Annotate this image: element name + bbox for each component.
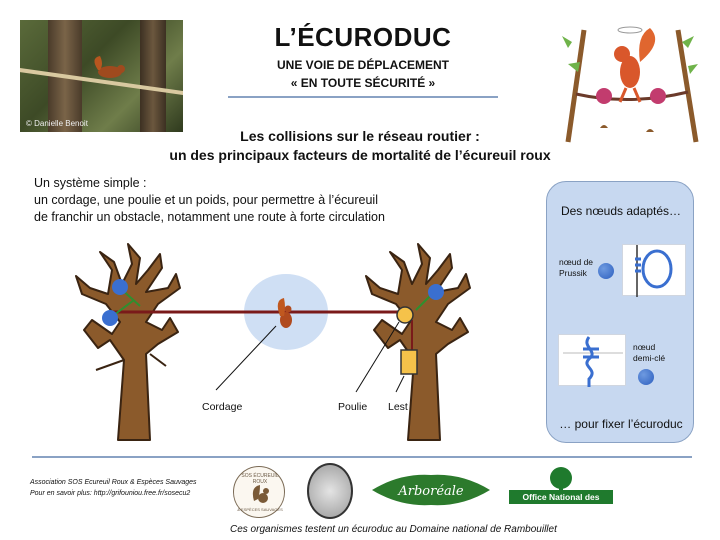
onf-logo [509, 466, 613, 516]
prussik-knot-icon [623, 245, 687, 297]
prussik-knot-image [622, 244, 686, 296]
arboreale-logo-text: Arboréale [398, 484, 464, 499]
photo-tree-trunk-2 [140, 20, 166, 132]
rope-label: Cordage [202, 401, 243, 413]
footer-caption: Ces organismes testent un écuroduc au Domaine national de Rambouillet [230, 524, 557, 535]
association-link[interactable]: Pour en savoir plus: http://grifouniou.free.fr/sosecu2 [30, 490, 191, 497]
prussik-label-line-1: nœud de [559, 257, 594, 267]
oak-tree-icon [543, 466, 579, 492]
page-title: L’ÉCURODUC [274, 22, 452, 52]
pulley-icon [397, 307, 413, 323]
prussik-knot-dot [598, 263, 614, 279]
ecuroduc-diagram [0, 230, 540, 450]
half-hitch-knot-icon [559, 335, 627, 387]
intro-line-3: de franchir un obstacle, notamment une route à forte circulation [34, 210, 385, 224]
prussik-label-line-2: Prussik [559, 268, 587, 278]
half-hitch-knot-label [633, 342, 665, 364]
photo-squirrel-icon [90, 54, 130, 84]
arboreale-logo [370, 473, 492, 507]
left-upper-knot-node [112, 279, 128, 295]
intro-line-2: un cordage, une poulie et un poids, pour permettre à l’écureuil [34, 193, 378, 207]
institution-seal-logo [307, 463, 353, 519]
sos-logo-bottom-text: & ESPÈCES SAUVAGES [237, 507, 283, 512]
headline-line-1: Les collisions sur le réseau routier : [240, 128, 480, 144]
weight-icon [401, 350, 417, 374]
weight-label: Lest [388, 401, 408, 413]
squirrel-photo [20, 20, 183, 132]
subtitle-line-2: « EN TOUTE SÉCURITÉ » [290, 76, 436, 90]
intro-line-1: Un système simple : [34, 176, 147, 190]
knots-panel-title: Des nœuds adaptés… [560, 204, 682, 218]
headline-line-2: un des principaux facteurs de mortalité de l’écureuil roux [169, 147, 551, 163]
weight-pointer [396, 376, 404, 392]
half-hitch-knot-dot [638, 369, 654, 385]
subtitle-line-1: UNE VOIE DE DÉPLACEMENT [276, 58, 450, 72]
half-hitch-label-line-2: demi-clé [633, 353, 666, 363]
knots-panel-footer: … pour fixer l’écuroduc [559, 417, 683, 431]
footer-divider [32, 456, 692, 458]
left-tree [76, 244, 180, 440]
prussik-knot-label [559, 257, 593, 279]
right-tree [366, 244, 470, 440]
right-knot-node [428, 284, 444, 300]
photo-credit: © Danielle Benoit [26, 119, 88, 128]
sos-ecureuil-logo [233, 466, 285, 518]
onf-logo-text: Office National des Forêts [509, 490, 613, 504]
rope-pointer [216, 326, 276, 390]
title-divider [228, 96, 498, 98]
pulley-label: Poulie [338, 401, 368, 413]
left-lower-knot-node [102, 310, 118, 326]
association-name: Association SOS Ecureuil Roux & Espèces Sauvages [30, 479, 197, 486]
sos-logo-top-text: SOS ÉCUREUIL ROUX [241, 473, 279, 485]
half-hitch-label-line-1: nœud [633, 342, 656, 352]
half-hitch-knot-image [558, 334, 626, 386]
knots-panel [546, 181, 694, 443]
squirrel-logo-icon [248, 481, 272, 505]
